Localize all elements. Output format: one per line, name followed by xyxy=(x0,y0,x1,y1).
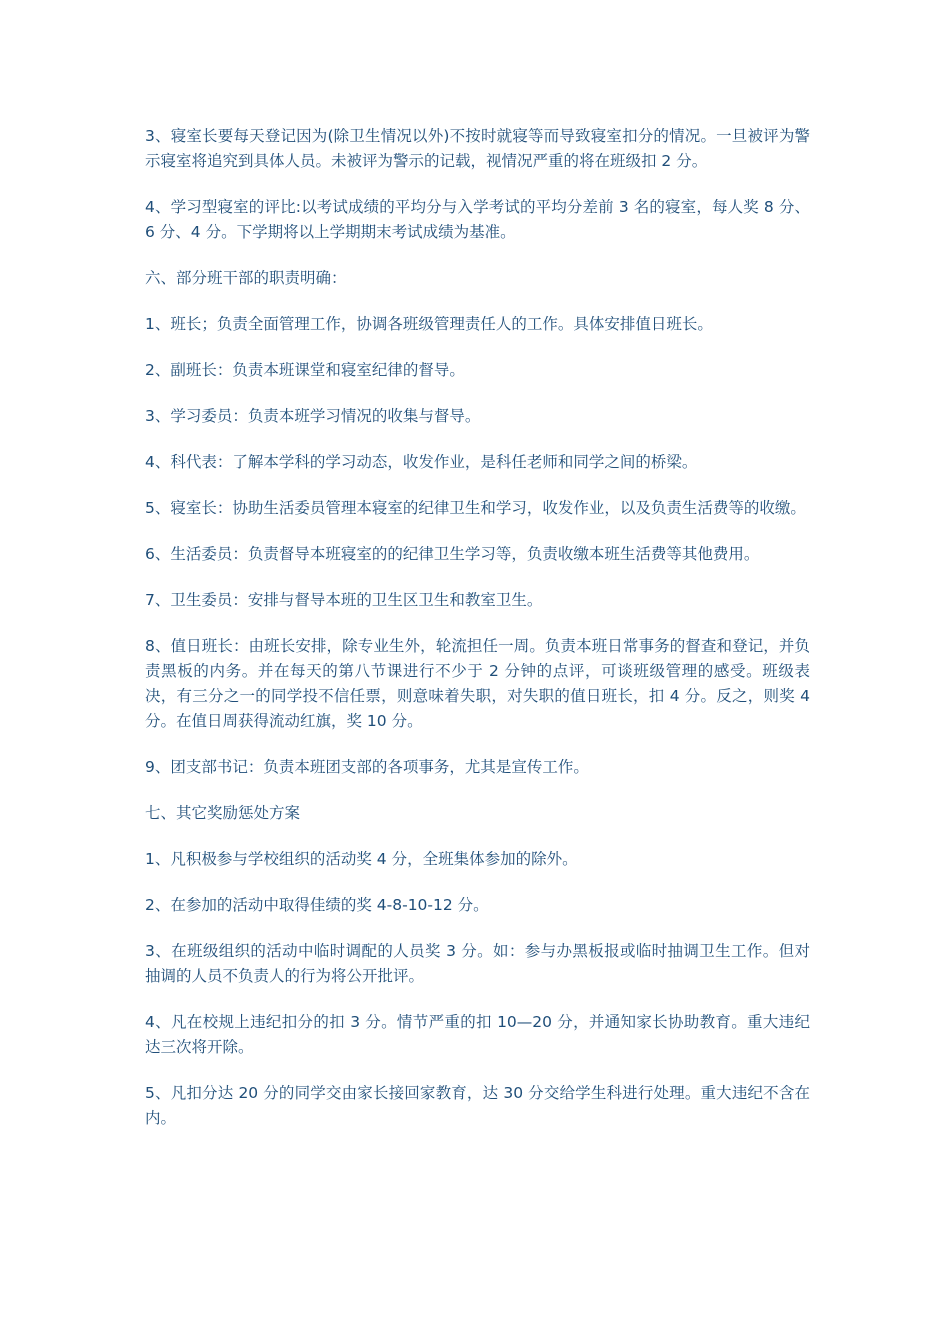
paragraph-duty-study-committee: 3、学习委员：负责本班学习情况的收集与督导。 xyxy=(145,407,481,425)
paragraph-reward-2: 2、在参加的活动中取得佳绩的奖 4-8-10-12 分。 xyxy=(145,896,489,914)
paragraph-duty-vice-monitor: 2、副班长：负责本班课堂和寝室纪律的督导。 xyxy=(145,361,465,379)
paragraph-duty-subject-rep: 4、科代表：了解本学科的学习动态，收发作业，是科任老师和同学之间的桥梁。 xyxy=(145,453,698,471)
paragraph-dorm-rule-4: 4、学习型寝室的评比:以考试成绩的平均分与入学考试的平均分差前 3 名的寝室，每人奖 8 分、6 分、4 分。下学期将以上学期期末考试成绩为基准。 xyxy=(145,198,810,241)
section-heading-duties: 六、部分班干部的职责明确： xyxy=(145,269,347,287)
document-page xyxy=(145,124,810,1152)
paragraph-duty-life-committee: 6、生活委员：负责督导本班寝室的的纪律卫生学习等，负责收缴本班生活费等其他费用。 xyxy=(145,545,760,563)
paragraph-dorm-rule-3: 3、寝室长要每天登记因为(除卫生情况以外)不按时就寝等而导致寝室扣分的情况。一旦被评为警示寝室将追究到具体人员。未被评为警示的记载，视情况严重的将在班级扣 2 分。 xyxy=(145,127,810,170)
paragraph-duty-monitor: 1、班长；负责全面管理工作，协调各班级管理责任人的工作。具体安排值日班长。 xyxy=(145,315,713,333)
paragraph-reward-4: 4、凡在校规上违纪扣分的扣 3 分。情节严重的扣 10—20 分，并通知家长协助教育。重大违纪达三次将开除。 xyxy=(145,1013,810,1056)
section-heading-rewards: 七、其它奖励惩处方案 xyxy=(145,804,301,822)
paragraph-duty-day-monitor: 8、值日班长：由班长安排，除专业生外，轮流担任一周。负责本班日常事务的督查和登记，并负责黑板的内务。并在每天的第八节课进行不少于 2 分钟的点评，可谈班级管理的感受。班级表决，有三分之一的同学投不信任票，则意味着失职，对失职的值日班长，扣 4 分。反之，则奖 4 分。在值日周获得流动红旗，奖 10 分。 xyxy=(145,637,810,730)
paragraph-reward-1: 1、凡积极参与学校组织的活动奖 4 分，全班集体参加的除外。 xyxy=(145,850,578,868)
paragraph-duty-hygiene-committee: 7、卫生委员：安排与督导本班的卫生区卫生和教室卫生。 xyxy=(145,591,543,609)
paragraph-duty-league-secretary: 9、团支部书记：负责本班团支部的各项事务，尤其是宣传工作。 xyxy=(145,758,589,776)
paragraph-duty-dorm-head: 5、寝室长：协助生活委员管理本寝室的纪律卫生和学习，收发作业，以及负责生活费等的收缴。 xyxy=(145,499,806,517)
paragraph-reward-3: 3、在班级组织的活动中临时调配的人员奖 3 分。如：参与办黑板报或临时抽调卫生工作。但对抽调的人员不负责人的行为将公开批评。 xyxy=(145,942,810,985)
paragraph-reward-5: 5、凡扣分达 20 分的同学交由家长接回家教育，达 30 分交给学生科进行处理。重大违纪不含在内。 xyxy=(145,1084,810,1127)
